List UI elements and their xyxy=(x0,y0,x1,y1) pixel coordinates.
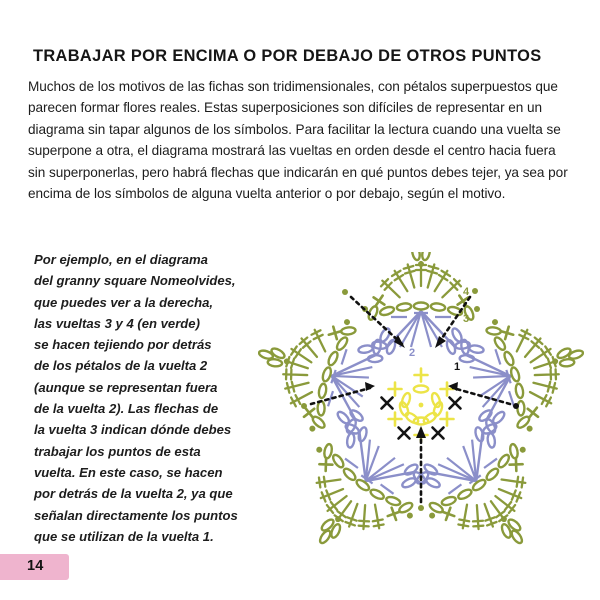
figure-caption xyxy=(34,249,246,547)
caption-line: por detrás de la vuelta 2, ya que xyxy=(34,486,233,502)
caption-line: que se utilizan de la vuelta 1. xyxy=(34,528,214,544)
page-title: TRABAJAR POR ENCIMA O POR DEBAJO DE OTROS PUNTOS xyxy=(33,46,542,65)
caption-line: vuelta. En este caso, se hacen xyxy=(34,464,223,480)
caption-line: se hacen tejiendo por detrás xyxy=(34,337,212,353)
caption-line: (aunque se representan fuera xyxy=(34,379,218,395)
caption-line: Por ejemplo, en el diagrama xyxy=(34,252,208,267)
caption-line: trabajar los puntos de esta xyxy=(34,443,201,459)
page-number-badge xyxy=(0,554,69,580)
caption-line: del granny square Nomeolvides, xyxy=(34,273,236,289)
caption-line: la vuelta 3 indican dónde debes xyxy=(34,422,232,438)
caption-line: de los pétalos de la vuelta 2 xyxy=(34,358,208,374)
round-label-3: 3 xyxy=(463,313,470,325)
crochet-diagram-svg xyxy=(258,252,584,558)
caption-line: de la vuelta 2). Las flechas de xyxy=(34,401,219,417)
caption-line: señalan directamente los puntos xyxy=(34,507,238,523)
crochet-diagram xyxy=(258,252,584,558)
caption-line: las vueltas 3 y 4 (en verde) xyxy=(34,315,200,331)
round-label-2: 2 xyxy=(409,347,416,359)
caption-line: que puedes ver a la derecha, xyxy=(34,294,214,310)
round-label-4: 4 xyxy=(463,286,470,298)
round-label-1: 1 xyxy=(454,361,461,373)
intro-paragraph: Muchos de los motivos de las fichas son tridimensionales, con pétalos superpuestos que parecen formar flores reales. Estas superposiciones son difíciles de representar en un diagrama sin tapar algunos de los símbolos. Para facilitar la lectura cuando una vuelta se superpone a otra, el diagrama mostrará las vueltas en orden desde el centro hacia fuera sin superponerlas, pero habrá flechas que indicarán en qué puntos debes tejer, ya sea por encima de los símbolos de alguna vuelta anterior o por debajo, según el motivo. xyxy=(28,78,568,202)
page-number: 14 xyxy=(27,558,44,574)
